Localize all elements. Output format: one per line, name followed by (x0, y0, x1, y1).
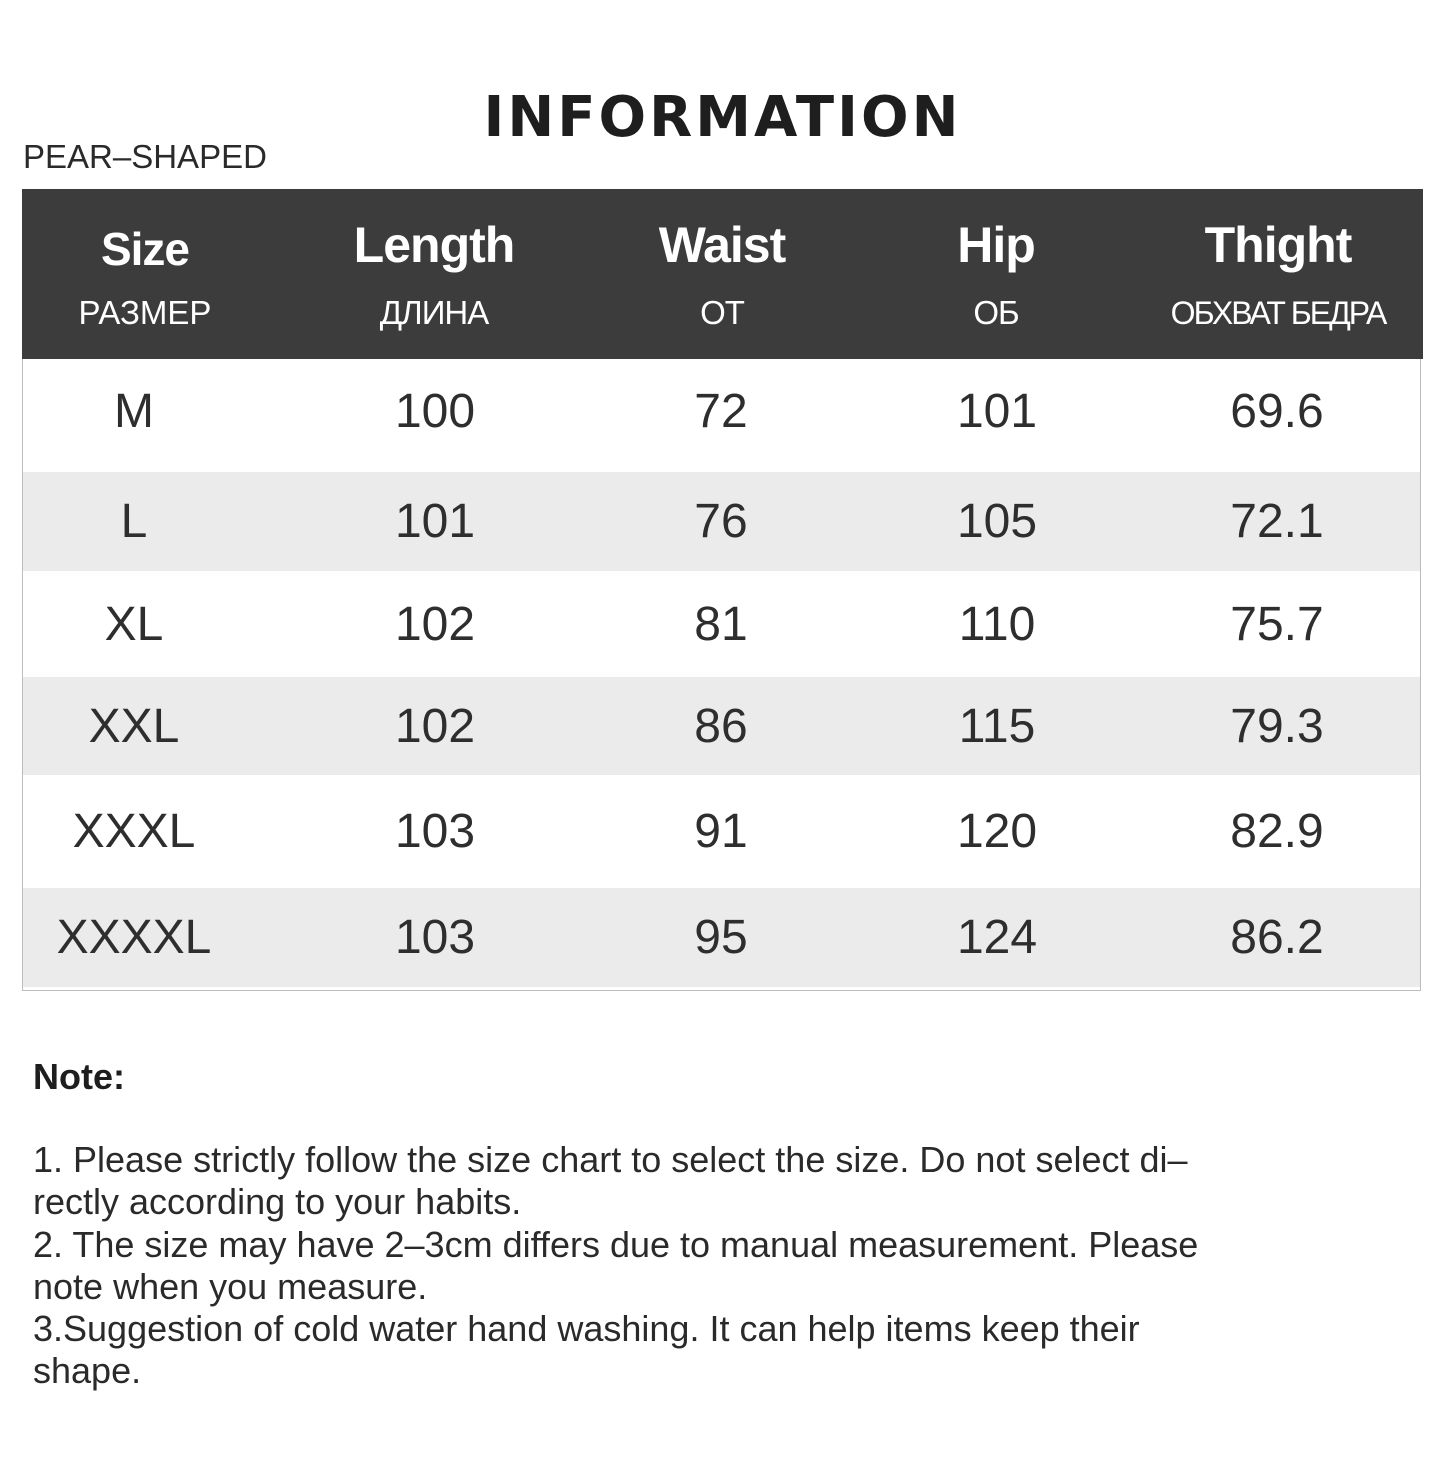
header-size-en: Size (100, 223, 190, 275)
cell-hip: 105 (956, 495, 1038, 548)
header-size (34, 189, 256, 359)
cell-waist: 91 (694, 805, 748, 858)
note-line: 1. Please strictly follow the size chart to select the size. Do not select di– (33, 1139, 1188, 1180)
cell-thigh: 79.3 (1230, 699, 1324, 753)
cell-size: M (114, 385, 154, 438)
header-waist (572, 189, 872, 359)
cell-size: L (120, 495, 148, 548)
cell-hip: 124 (956, 911, 1038, 964)
table-row (23, 472, 1420, 571)
header-waist-en: Waist (658, 217, 786, 273)
header-hip-ru: ОБ (973, 294, 1019, 331)
table-row (23, 888, 1420, 987)
table-row (23, 775, 1420, 888)
cell-size: XXL (88, 699, 180, 753)
note-text (33, 1139, 1403, 1393)
page-title: INFORMATION (483, 85, 962, 150)
cell-length: 101 (394, 495, 476, 548)
header-waist-ru: ОТ (700, 294, 744, 331)
note-line: 2. The size may have 2–3cm differs due to manual measurement. Please (33, 1223, 1199, 1265)
header-size-ru: РАЗМЕР (78, 294, 212, 331)
header-hip-en: Hip (957, 217, 1035, 273)
cell-thigh: 86.2 (1230, 911, 1324, 964)
cell-waist: 86 (694, 699, 748, 753)
cell-hip: 120 (956, 805, 1038, 858)
cell-thigh: 75.7 (1230, 597, 1324, 651)
header-length-en: Length (353, 217, 515, 273)
header-thigh-ru: ОБХВАТ БЕДРА (1170, 295, 1386, 331)
cell-length: 103 (394, 911, 476, 964)
cell-size: XXXL (72, 805, 196, 858)
cell-length: 102 (394, 699, 476, 753)
cell-size: XL (104, 597, 164, 651)
note-heading: Note: (33, 1056, 125, 1097)
cell-length: 103 (394, 805, 476, 858)
cell-thigh: 82.9 (1230, 805, 1324, 858)
note-line: shape. (33, 1350, 142, 1392)
header-length-ru: ДЛИНА (379, 294, 489, 331)
table-body (23, 359, 1420, 987)
table-row (23, 677, 1420, 775)
header-length (284, 189, 584, 359)
table-row (23, 359, 1420, 464)
note-line: rectly according to your habits. (33, 1181, 522, 1223)
cell-thigh: 69.6 (1230, 385, 1324, 438)
size-chart-table (22, 189, 1421, 991)
cell-hip: 110 (958, 597, 1036, 651)
header-thigh-en: Thight (1204, 217, 1352, 273)
cell-size: XXXXL (56, 911, 212, 964)
cell-waist: 76 (694, 495, 748, 548)
cell-length: 102 (394, 597, 476, 651)
cell-waist: 95 (694, 911, 748, 964)
cell-waist: 81 (694, 597, 748, 651)
header-hip (846, 189, 1146, 359)
note-line: note when you measure. (33, 1265, 428, 1307)
header-thigh (1128, 189, 1428, 359)
table-header (22, 189, 1423, 359)
cell-hip: 115 (958, 699, 1036, 753)
cell-waist: 72 (694, 385, 748, 438)
fit-label: PEAR–SHAPED (23, 138, 267, 175)
table-row (23, 571, 1420, 677)
note-line: 3.Suggestion of cold water hand washing. It can help items keep their (33, 1308, 1140, 1350)
cell-length: 100 (394, 385, 476, 438)
cell-hip: 101 (956, 385, 1038, 438)
cell-thigh: 72.1 (1230, 495, 1324, 548)
